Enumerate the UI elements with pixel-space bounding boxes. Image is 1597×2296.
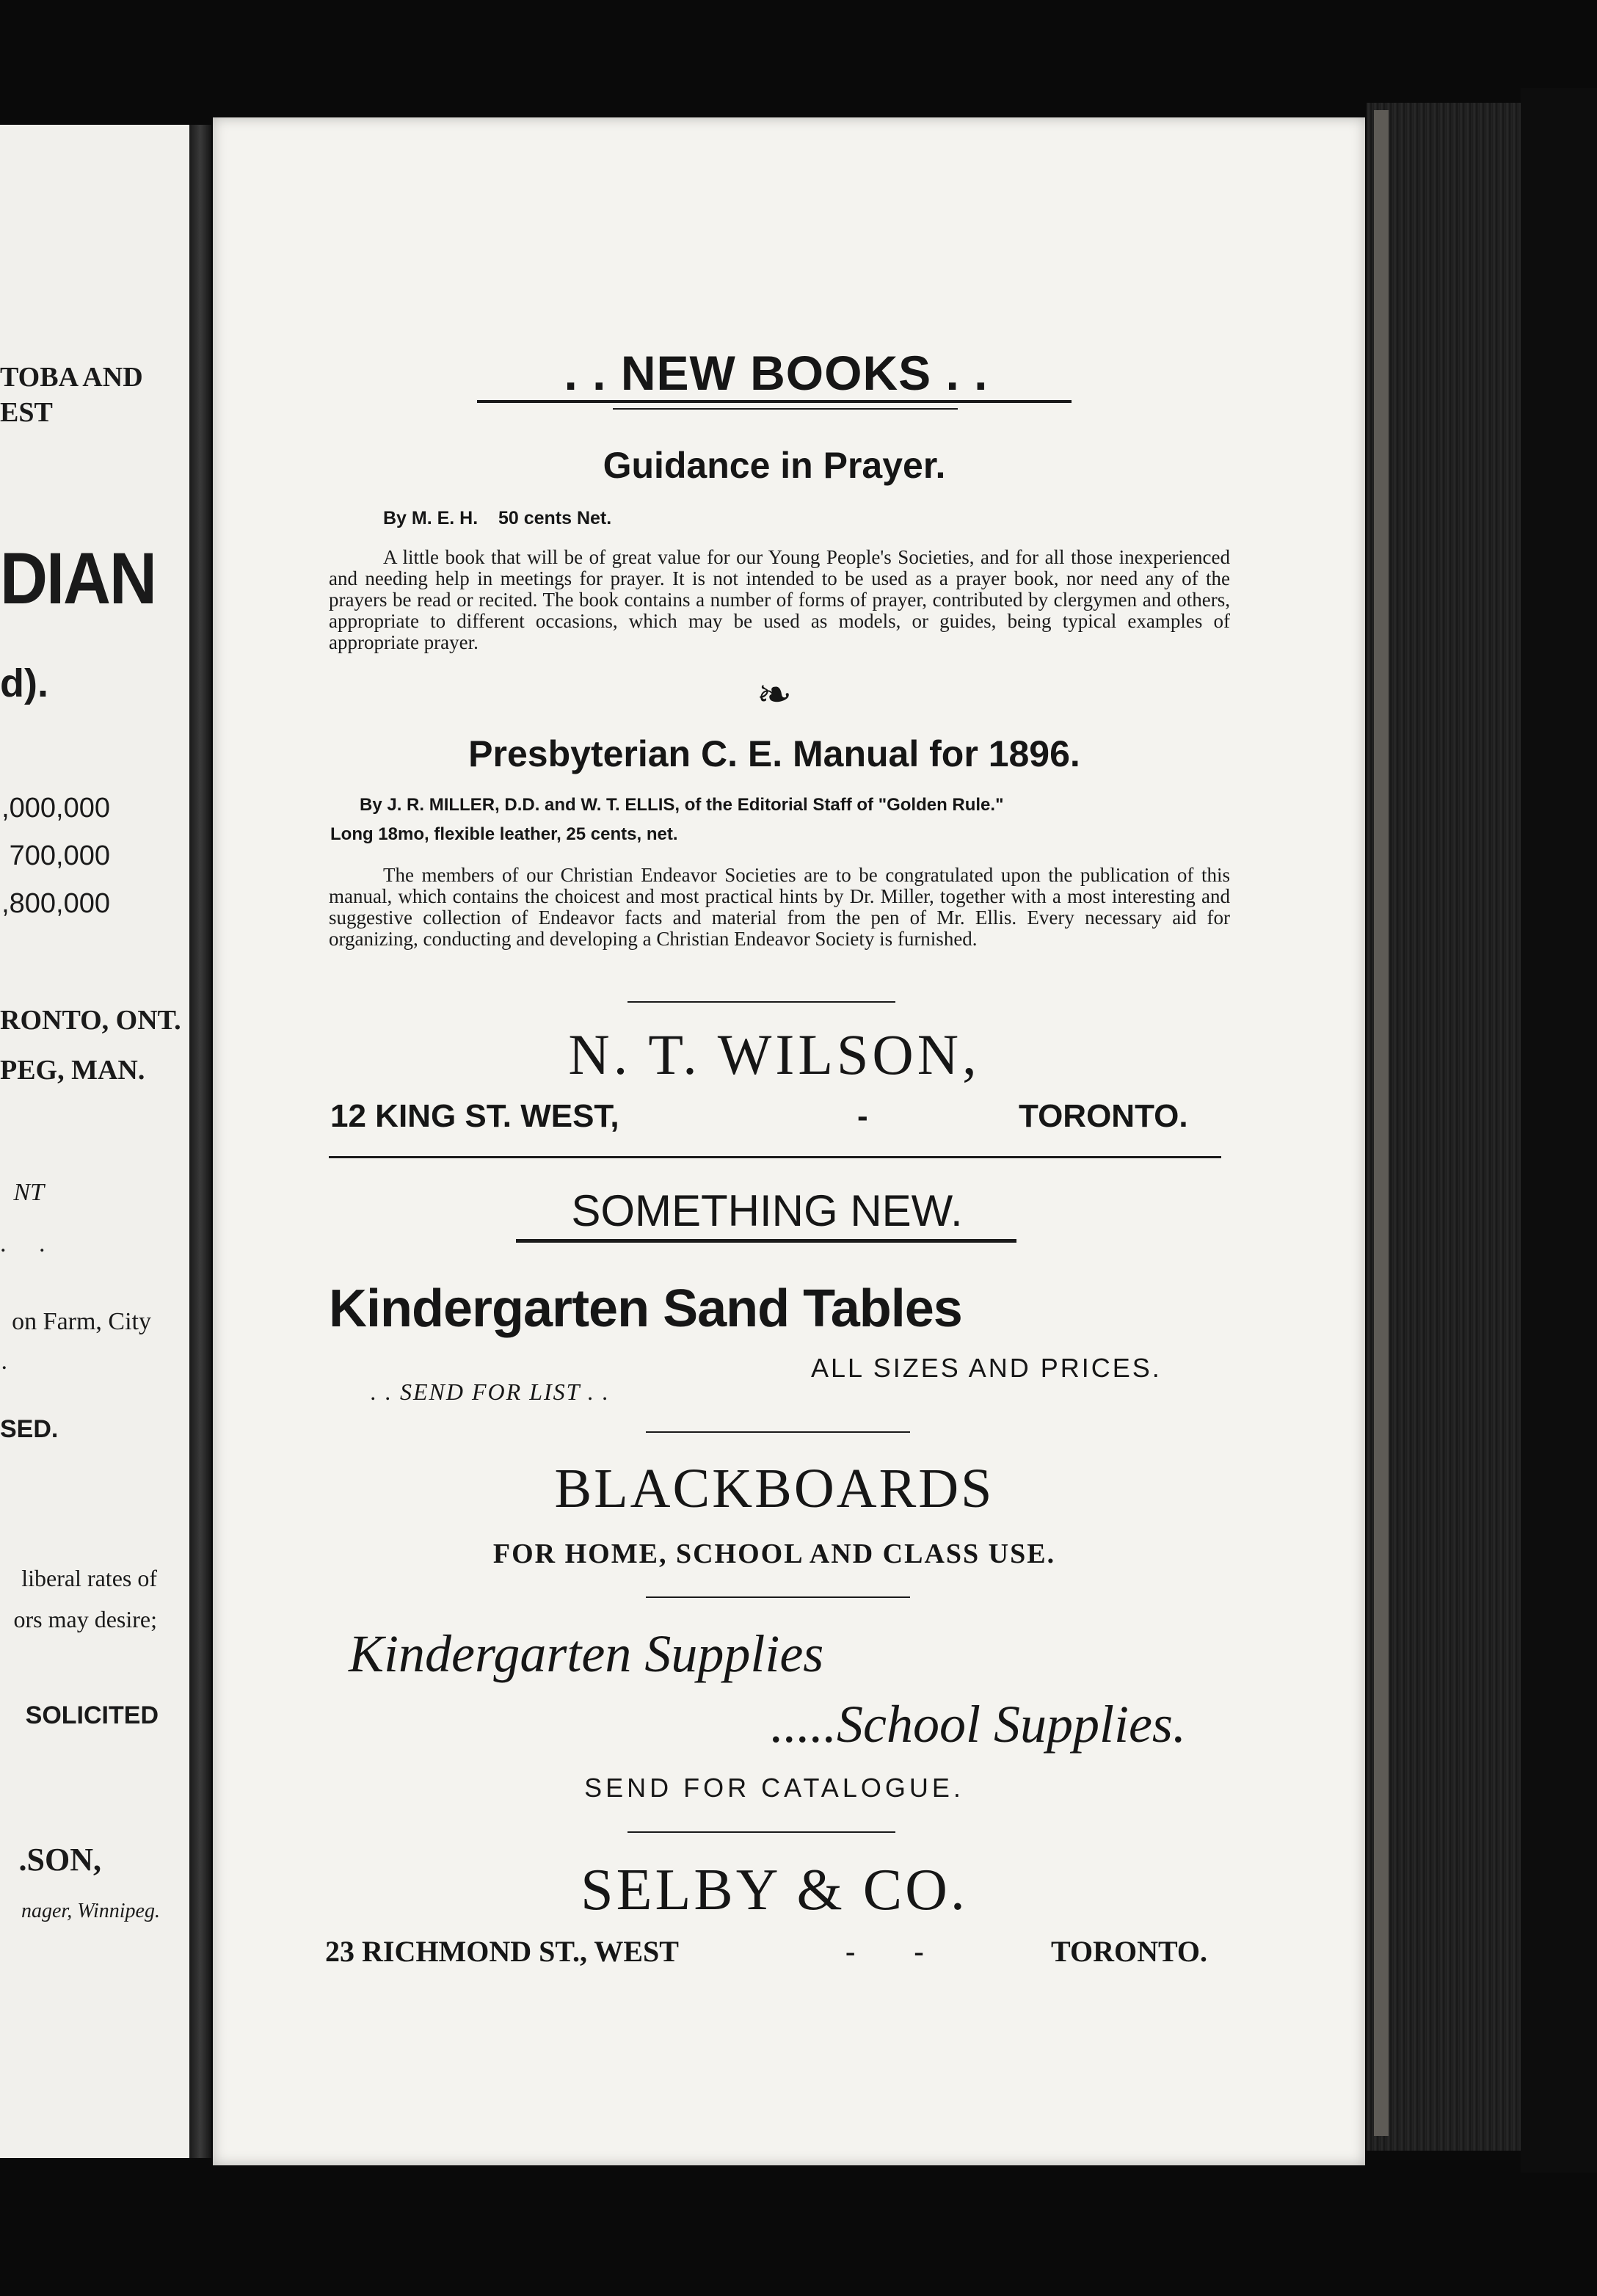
divider (627, 1831, 895, 1833)
blackboards-title: BLACKBOARDS (554, 1458, 994, 1519)
company-city: TORONTO. (1051, 1935, 1208, 1968)
left-line: nager, Winnipeg. (21, 1900, 160, 1922)
left-line: TOBA AND (0, 362, 143, 393)
publisher-address: 12 KING ST. WEST, (330, 1098, 619, 1134)
book2-format: Long 18mo, flexible leather, 25 cents, net. (330, 824, 678, 844)
send-for-list: . . SEND FOR LIST . . (371, 1378, 610, 1405)
left-line: . . (0, 1230, 59, 1257)
kindergarten-supplies: Kindergarten Supplies (349, 1624, 824, 1683)
page-edges (1367, 103, 1521, 2151)
company-name: SELBY & CO. (581, 1858, 968, 1922)
blackboards-subtitle: FOR HOME, SCHOOL AND CLASS USE. (492, 1538, 1056, 1569)
left-line: ,000,000 (1, 793, 110, 824)
left-line: SED. (0, 1415, 59, 1443)
publisher-name: N. T. WILSON, (568, 1022, 981, 1086)
left-line: EST (0, 397, 53, 428)
left-line: .SON, (18, 1842, 101, 1878)
school-supplies: .....School Supplies. (771, 1695, 1186, 1754)
heading-underline (516, 1239, 1016, 1243)
scan-margin (1521, 88, 1597, 2173)
heading-underline (477, 400, 1072, 403)
divider (646, 1596, 910, 1598)
left-line: SOLICITED (25, 1701, 159, 1729)
ornament-icon: ❧ (756, 671, 793, 719)
left-line: liberal rates of (21, 1565, 157, 1591)
new-books-heading: . . NEW BOOKS . . (564, 346, 989, 400)
book1-byline: By M. E. H. 50 cents Net. (383, 508, 612, 528)
divider (646, 1431, 910, 1433)
address-dash: - (857, 1098, 868, 1134)
cover-edge (1374, 110, 1389, 2136)
left-line: ,800,000 (1, 888, 110, 919)
left-line: NT (13, 1179, 44, 1206)
left-line: . (1, 1348, 7, 1375)
section-divider (329, 1156, 1221, 1158)
address-dashes: - - (845, 1935, 924, 1968)
book2-byline: By J. R. MILLER, D.D. and W. T. ELLIS, of the Editorial Staff of "Golden Rule." (360, 795, 1004, 815)
heading-underline-short (613, 408, 958, 410)
publisher-city: TORONTO. (1019, 1098, 1188, 1134)
left-line: PEG, MAN. (0, 1055, 145, 1086)
left-line: DIAN (0, 538, 156, 620)
book2-description: The members of our Christian Endeavor Societies are to be congratulated upon the publication of this manual, which contains the choicest and most practical hints by Dr. Miller, together with a most interesting and suggestive collection of Endeavor facts and material from the pen of Mr. Ellis. Every necessary aid for organizing, conducting and developing a Christian Endeavor Society is furnished. (329, 864, 1230, 950)
company-address: 23 RICHMOND ST., WEST (325, 1935, 679, 1968)
send-for-catalogue: SEND FOR CATALOGUE. (584, 1773, 964, 1803)
something-new-heading: SOMETHING NEW. (571, 1186, 963, 1235)
left-line: on Farm, City (12, 1308, 151, 1335)
left-line: ors may desire; (13, 1606, 157, 1632)
book-gutter (189, 125, 211, 2158)
sand-tables-title: Kindergarten Sand Tables (329, 1279, 962, 1338)
divider (627, 1001, 895, 1003)
left-line: RONTO, ONT. (0, 1005, 181, 1036)
sizes-prices: ALL SIZES AND PRICES. (811, 1353, 1162, 1383)
left-line: d). (0, 661, 48, 705)
book1-description: A little book that will be of great value for our Young People's Societies, and for all those inexperienced and needing help in meetings for prayer. It is not intended to be used as a prayer book, nor need any of the prayers be read or recited. The book contains a number of forms of prayer, contributed by clergymen and others, appropriate to different occasions, which may be used as models, or guides, being typical examples of appropriate prayer. (329, 546, 1230, 653)
left-line: 700,000 (9, 840, 110, 871)
book2-title: Presbyterian C. E. Manual for 1896. (468, 733, 1080, 774)
book1-title: Guidance in Prayer. (603, 445, 946, 486)
